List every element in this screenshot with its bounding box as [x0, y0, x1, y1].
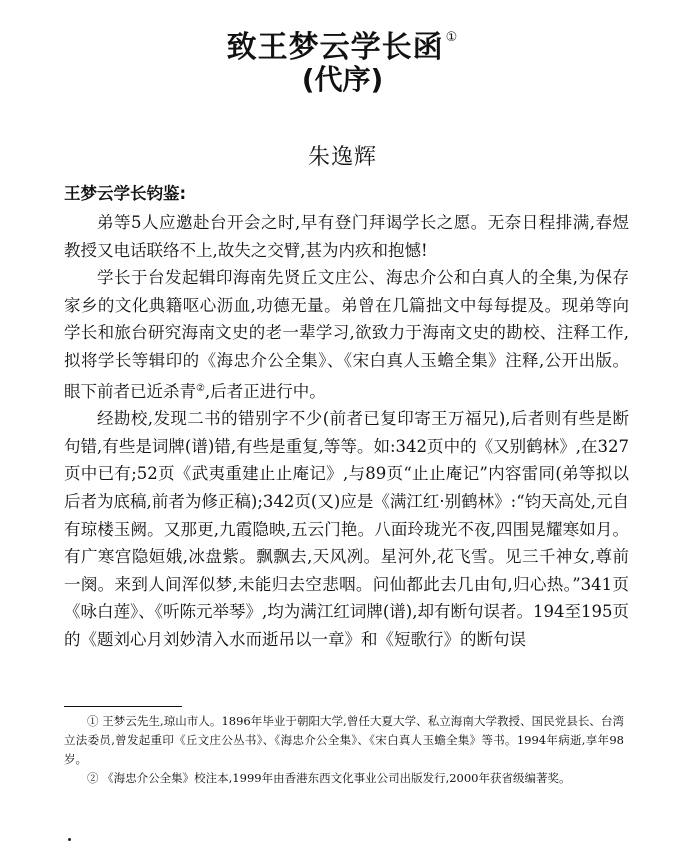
scan-dot [68, 838, 71, 841]
footnotes [64, 712, 624, 788]
author-name: 朱逸辉 [307, 145, 377, 170]
paragraph: 学长于台发起辑印海南先贤丘文庄公、海忠介公和白真人的全集,为保存家乡的文化典籍呕心沥血,功德无量。弟曾在几篇拙文中每每提及。现弟等向学长和旅台研究海南文史的老一辈学习,欲致力于海南文史的勘校、注释工作,拟将学长等辑印的《海忠介公全集》、《宋白真人玉蟾全集》注释,公开出版。眼下前者已近杀青②,后者正进行中。 [64, 268, 629, 401]
letter-body [64, 209, 629, 654]
salutation: 王梦云学长钧鉴: [64, 184, 187, 203]
footnote-divider [64, 706, 182, 707]
footnote: ② 《海忠介公全集》校注本,1999年由香港东西文化事业公司出版发行,2000年获省级编著奖。 [87, 771, 571, 785]
subtitle: (代序) [301, 63, 384, 96]
title-footnote-marker: ① [445, 30, 459, 45]
footnote: ① 王梦云先生,琼山市人。1896年毕业于朝阳大学,曾任大夏大学、私立海南大学教授、国民党县长、台湾立法委员,曾发起重印《丘文庄公丛书》、《海忠介公全集》、《宋白真人玉蟾全集》等书。1994年病逝,享年98岁。 [64, 714, 624, 766]
paragraph: 弟等5人应邀赴台开会之时,早有登门拜谒学长之愿。无奈日程排满,春煜教授又电话联络不上,故失之交臂,甚为内疚和抱憾! [64, 213, 629, 260]
paragraph: 经勘校,发现二书的错别字不少(前者已复印寄王万福兄),后者则有些是断句错,有些是词牌(谱)错,有些是重复,等等。如:342页中的《又别鹤林》,在327页中已有;52页《武夷重建止止庵记》,与89页“止止庵记”内容雷同(弟等拟以后者为底稿,前者为修正稿);342页(又)应是《满江红·别鹤林》:“钧天高处,元自有琼楼玉阙。又那更,九霞隐映,五云门艳。八面玲珑光不夜,四围晃耀寒如月。有广寒宫隐姮娥,冰盘紫。飘飘去,天风冽。星河外,花飞雪。见三千神女,尊前一阕。来到人间浑似梦,未能归去空悲咽。问仙都此去几由旬,归心热。”341页《咏白莲》、《听陈元举琴》,均为满江红词牌(谱),却有断句误者。194至195页的《题刘心月刘妙清入水而逝吊以一章》和《短歌行》的断句误 [64, 409, 629, 649]
footnote-marker: ② [196, 382, 205, 394]
title-text: 致王梦云学长函 [226, 30, 444, 65]
